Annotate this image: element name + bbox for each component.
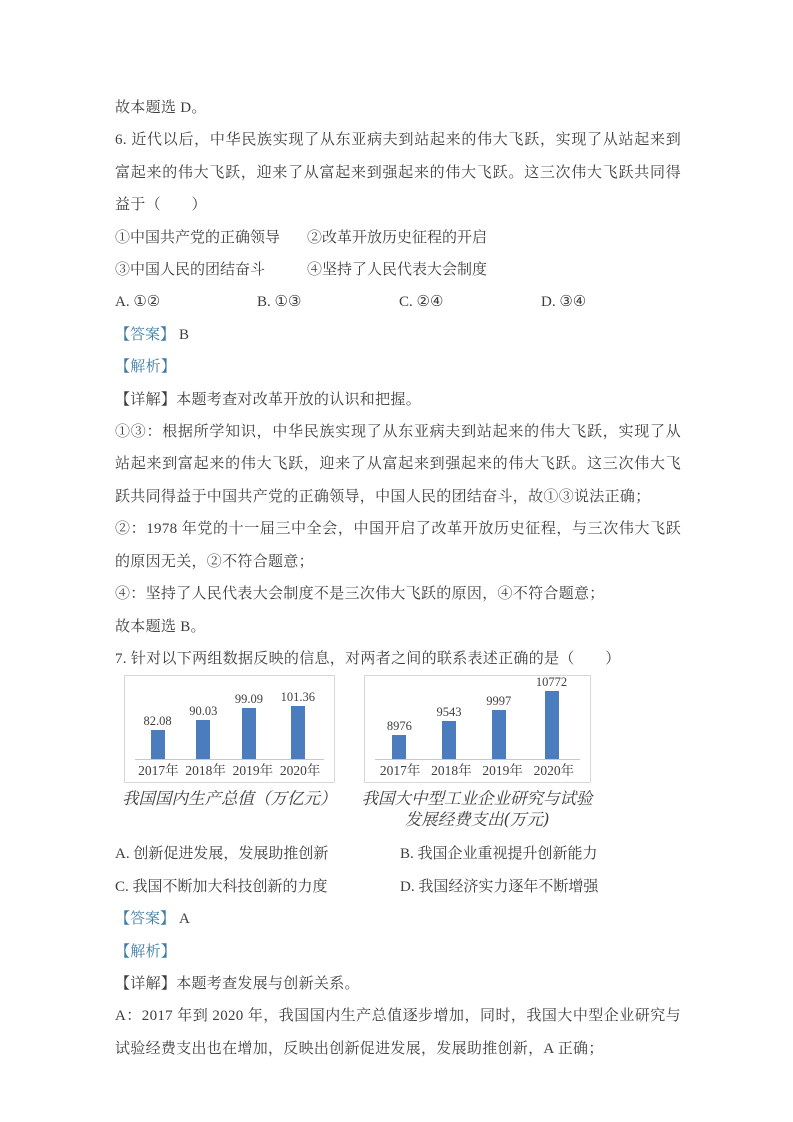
bar [151, 730, 165, 759]
question-6-stem: 6. 近代以后，中华民族实现了从东亚病夫到站起来的伟大飞跃，实现了从站起来到富起来的伟大飞跃，迎来了从富起来到强起来的伟大飞跃。这三次伟大飞跃共同得益于（ ） [115, 132, 681, 214]
q6-explain-point-2: ②：1978 年党的十一届三中全会，中国开启了改革开放历史征程，与三次伟大飞跃的原因无关，②不符合题意； [115, 521, 681, 570]
q6-choice-c: C. ②④ [399, 294, 444, 311]
prev-question-closing: 故本题选 D。 [115, 100, 207, 116]
bar-slot [387, 719, 412, 759]
q6-closing-line: 故本题选 B。 [115, 618, 206, 635]
bar-slot [486, 694, 511, 759]
q6-choice-a: A. ①② [115, 294, 161, 311]
x-axis-tick-label: 2019年 [482, 763, 523, 779]
gdp-chart-frame [124, 675, 335, 783]
rnd-chart-x-axis [375, 759, 580, 779]
bar-value-label: 99.09 [234, 692, 264, 707]
q7-choice-c: C. 我国不断加大科技创新的力度 [115, 878, 328, 895]
rnd-chart-plot-area [375, 676, 580, 760]
q6-items-row-2 [115, 254, 681, 286]
bar-value-label: 82.08 [143, 714, 172, 729]
q6-answer-label: 【答案】 [115, 326, 176, 343]
gdp-chart-caption [122, 788, 337, 809]
q6-choices-row [115, 286, 681, 318]
q6-choice-d: D. ③④ [541, 294, 587, 311]
bar [242, 708, 256, 759]
bar-value-label: 90.03 [189, 704, 218, 719]
x-axis-tick-label: 2017年 [379, 763, 421, 779]
q6-choice-b: B. ①③ [257, 294, 302, 311]
q6-item-1: ①中国共产党的正确领导 [115, 229, 281, 246]
bar [392, 735, 406, 759]
q7-analysis-label: 【解析】 [115, 943, 177, 960]
q6-explain-point-4: ④：坚持了人民代表大会制度不是三次伟大飞跃的原因，④不符合题意； [115, 586, 605, 603]
gdp-chart-x-axis [135, 759, 324, 779]
q7-answer-label: 【答案】 [115, 911, 176, 928]
bar [545, 691, 559, 759]
bar-slot [235, 692, 263, 759]
x-axis-tick-label: 2018年 [431, 763, 472, 779]
q6-answer-value: B [179, 326, 190, 343]
x-axis-tick-label: 2019年 [232, 763, 274, 779]
q7-answer-row [115, 903, 681, 935]
gdp-bar-chart [122, 675, 337, 809]
bar-slot [437, 705, 462, 759]
q7-explain-intro: 【详解】本题考查发展与创新关系。 [115, 975, 360, 992]
q7-choices-row-1 [115, 838, 681, 870]
q6-analysis-label: 【解析】 [115, 359, 177, 376]
x-axis-tick-label: 2018年 [185, 763, 226, 779]
q6-item-2: ②改革开放历史征程的开启 [307, 229, 488, 246]
bar-value-label: 8976 [386, 719, 412, 734]
page-content [115, 92, 681, 1065]
q7-choices-row-2 [115, 871, 681, 903]
x-axis-tick-label: 2020年 [279, 763, 321, 779]
x-axis-tick-label: 2020年 [533, 763, 575, 779]
bar-value-label: 101.36 [280, 690, 315, 705]
q7-explain-point-a: A：2017 年到 2020 年，我国国内生产总值逐步增加，同时，我国大中型企业研究与试验经费支出也在增加，反映出创新促进发展，发展助推创新，A 正确； [115, 1008, 681, 1057]
q7-choice-d: D. 我国经济实力逐年不断增强 [400, 878, 599, 895]
q7-choice-a: A. 创新促进发展，发展助推创新 [115, 846, 329, 863]
bar [442, 721, 456, 759]
rnd-chart-frame [364, 675, 591, 783]
q6-items-row-1 [115, 222, 681, 254]
q6-explain-intro: 【详解】本题考查对改革开放的认识和把握。 [115, 391, 422, 408]
gdp-chart-plot-area [135, 676, 324, 760]
q6-item-4: ④坚持了人民代表大会制度 [307, 262, 488, 279]
rnd-spending-bar-chart [362, 675, 593, 830]
bar-slot [281, 690, 315, 759]
chart-caption-line: 发展经费支出(万元) [404, 810, 550, 830]
bar-slot [536, 675, 567, 759]
bar-value-label: 10772 [535, 675, 568, 690]
chart-caption-line: 我国大中型工业企业研究与试验 [361, 789, 593, 809]
chart-caption-line: 我国国内生产总值（万亿元） [122, 789, 337, 809]
q7-choice-b: B. 我国企业重视提升创新能力 [400, 846, 598, 863]
x-axis-tick-label: 2017年 [138, 763, 179, 779]
bar [196, 720, 210, 759]
q6-item-3: ③中国人民的团结奋斗 [115, 262, 266, 279]
bar-slot [144, 714, 172, 759]
q7-answer-value: A [179, 911, 190, 928]
bar-value-label: 9543 [436, 705, 462, 720]
bar [291, 706, 305, 759]
q6-answer-row [115, 319, 681, 351]
bar-value-label: 9997 [486, 694, 512, 709]
question-7-stem: 7. 针对以下两组数据反映的信息，对两者之间的联系表述正确的是（ ） [115, 650, 621, 667]
q7-charts-row [122, 675, 681, 838]
bar [492, 710, 506, 759]
rnd-chart-caption [362, 788, 593, 830]
bar-slot [189, 704, 217, 759]
q6-explain-point-13: ①③：根据所学知识，中华民族实现了从东亚病夫到站起来的伟大飞跃，实现了从站起来到富起来的伟大飞跃，迎来了从富起来到强起来的伟大飞跃。这三次伟大飞跃共同得益于中国共产党的正确领导，中国人民的团结奋斗，故①③说法正确； [115, 424, 681, 505]
